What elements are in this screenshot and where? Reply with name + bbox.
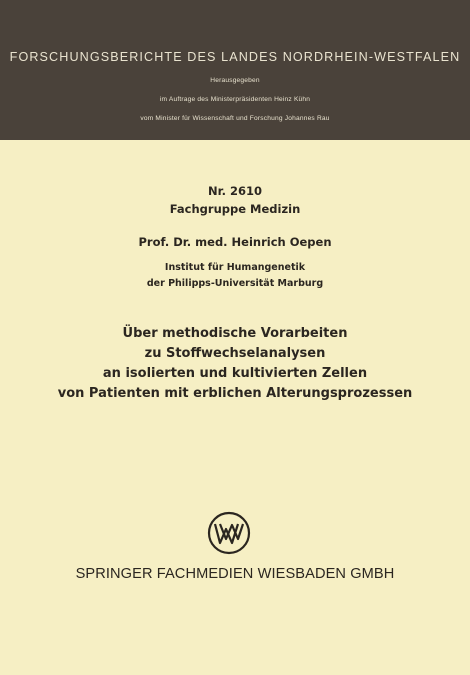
editor-label: Herausgegeben [210,77,260,84]
publisher-logo-icon [207,511,251,555]
minister-line: vom Minister für Wissenschaft und Forschung Johannes Rau [140,115,330,122]
institute-line-2: der Philipps-Universität Marburg [146,278,324,289]
subject-group: Fachgruppe Medizin [169,202,301,216]
series-title: FORSCHUNGSBERICHTE DES LANDES NORDRHEIN-WESTFALEN [9,50,461,64]
title-line-4: von Patienten mit erblichen Alterungsprozessen [57,386,413,401]
report-number: Nr. 2610 [207,184,263,198]
publisher-name: SPRINGER FACHMEDIEN WIESBADEN GMBH [75,566,395,582]
title-line-2: zu Stoffwechselanalysen [144,346,326,361]
commission-line: im Auftrage des Ministerpräsidenten Heinz Kühn [159,96,311,103]
title-line-1: Über methodische Vorarbeiten [122,326,348,341]
title-line-3: an isolierten und kultivierten Zellen [102,366,368,381]
header-band [0,0,470,140]
institute-line-1: Institut für Humangenetik [164,262,306,273]
author-name: Prof. Dr. med. Heinrich Oepen [138,235,332,249]
